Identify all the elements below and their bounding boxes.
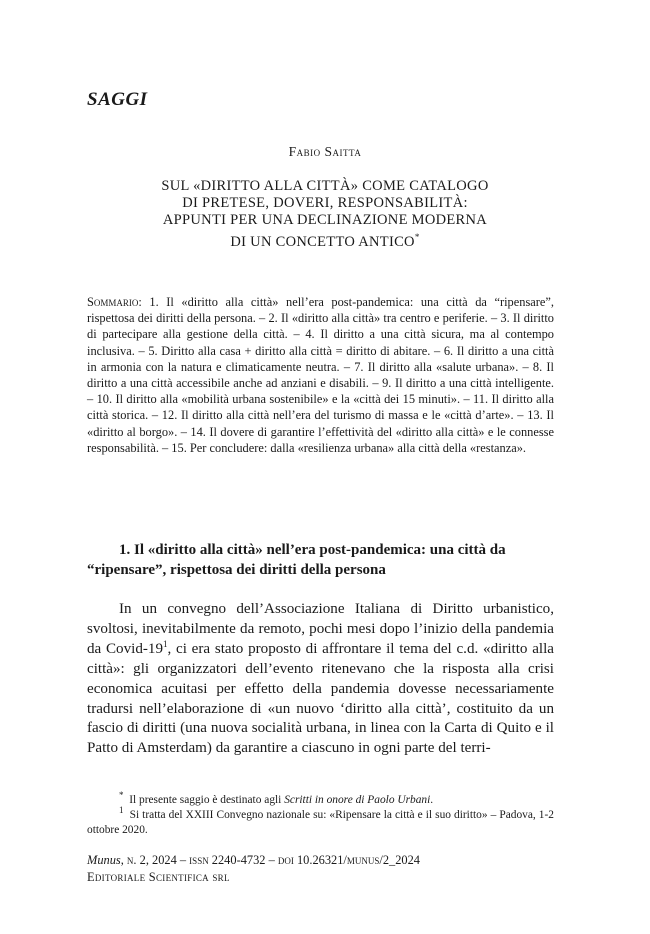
footnote-mark: 1 (119, 805, 124, 816)
footnote (87, 805, 554, 838)
footnote-text-end: . (430, 794, 434, 806)
title-note-marker: * (414, 232, 420, 242)
section-label: SAGGI (87, 89, 148, 110)
footnote-text: Il presente saggio è destinato agli (129, 794, 285, 806)
title-line: APPUNTI PER UNA DECLINAZIONE MODERNA (162, 212, 488, 228)
body-text-part2: , ci era stato proposto di affrontare il tema del c.d. «diritto alla città»: gli organizzatori dell’evento ritenevano che la risposta alla crisi economica acuitasi per effetto della pandemia dovesse necessariamente tradursi nell’elaborazione di «un nuovo ‘diritto alla città’, costituito da un fascio di diritti (una nuova socialità urbana, in linea con la Carta di Quito e il Patto di Amsterdam) da garantire a ciascuno in ogni parte del terri- (87, 640, 554, 757)
footnote (87, 790, 554, 808)
article-title (100, 178, 550, 251)
author-name: Fabio Saitta (288, 144, 362, 159)
page-footer (87, 852, 420, 886)
body-text-part1: In un convegno dell’Associazione Italiana di Diritto urbanistico, svoltosi, inevitabilmente da remoto, pochi mesi dopo l’inizio della pandemia da Covid-19 (87, 601, 554, 657)
footnote-mark: * (119, 790, 124, 801)
title-line: SUL «DIRITTO ALLA CITTÀ» COME CATALOGO (161, 178, 489, 194)
title-line-text: DI UN CONCETTO ANTICO (230, 233, 415, 250)
journal-citation (87, 852, 420, 869)
section-heading: 1. Il «diritto alla città» nell’era post-pandemica: una città da “ripensare”, rispettosa dei diritti della persona (87, 542, 506, 578)
footnotes (87, 790, 554, 838)
footnote-italic: Scritti in onore di Paolo Urbani (284, 794, 431, 806)
body-paragraph (87, 600, 554, 758)
title-line (100, 229, 550, 251)
footnote-ref: 1 (163, 638, 168, 649)
journal-name: Munus (87, 853, 121, 867)
summary-text: 1. Il «diritto alla città» nell’era post-pandemica: una città da “ripensare”, rispettosa dei diritti della persona. – 2. Il «diritto alla città» tra centro e periferie. – 3. Il diritto di partecipare alla gestione della città. – 4. Il diritto a una città sicura, ma al contempo inclusiva. – 5. Diritto alla casa + diritto alla città = diritto di abitare. – 6. Il diritto a una città in armonia con la natura e climaticamente neutra. – 7. Il diritto alla «salute urbana». – 8. Il diritto a una città accessibile anche ad anziani e disabili. – 9. Il diritto a una città intelligente. – 10. Il diritto alla «mobilità urbana sostenibile» e la «città dei 15 minuti». – 11. Il diritto alla città storica. – 12. Il diritto alla città nell’era del turismo di massa e le «città d’arte». – 13. Il «diritto al borgo». – 14. Il dovere di garantire l’effettività del «diritto alla città» e le connesse responsabilità. – 15. Per concludere: dalla «resilienza urbana» alla città della «restanza». (87, 295, 554, 455)
footnote-text: Si tratta del XXIII Convegno nazionale su: «Ripensare la città e il suo diritto» – Padova, 1-2 ottobre 2020. (87, 809, 554, 836)
summary-lead: Sommario: (87, 295, 142, 309)
summary (87, 294, 554, 456)
title-line: DI PRETESE, DOVERI, RESPONSABILITÀ: (182, 195, 468, 211)
journal-details: , n. 2, 2024 – issn 2240-4732 – doi 10.26321/munus/2_2024 (120, 853, 420, 867)
publisher: Editoriale Scientifica srl (87, 870, 230, 884)
